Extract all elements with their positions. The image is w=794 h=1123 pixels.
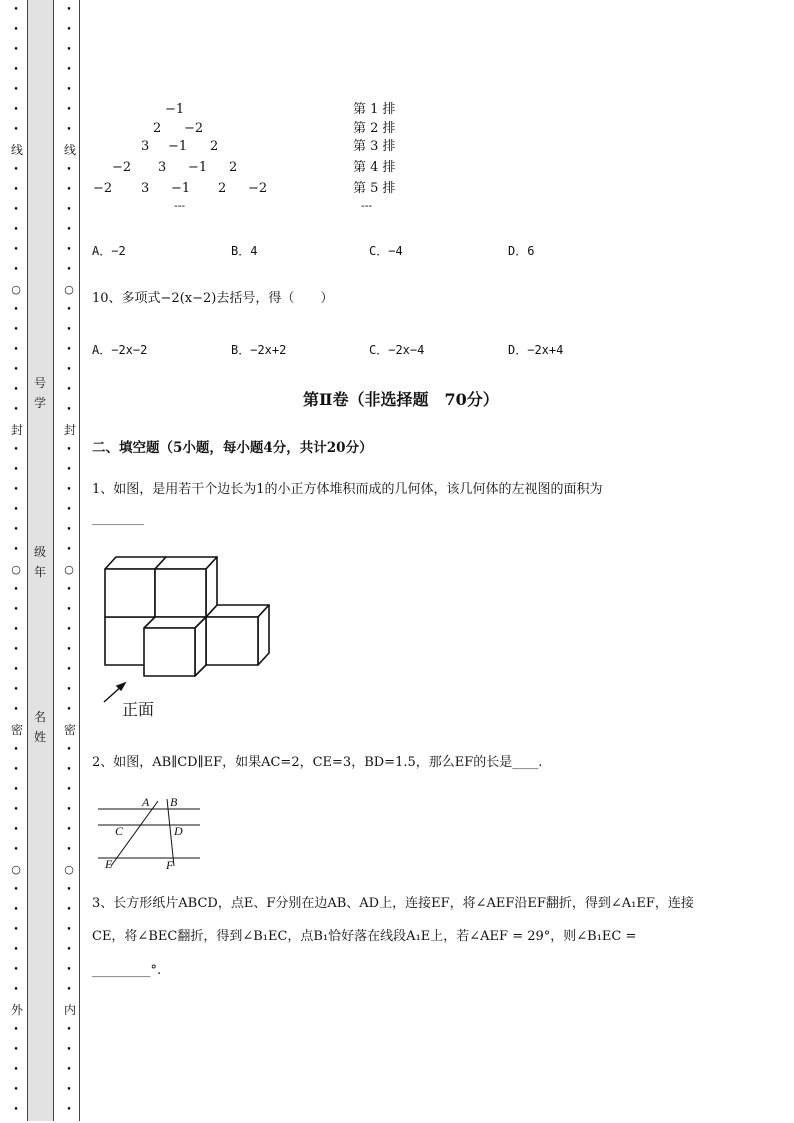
pyramid-cell: 3: [158, 160, 167, 175]
seal-dot: •: [66, 365, 72, 375]
pyramid-cell: −1: [188, 160, 208, 175]
seal-dot: •: [13, 185, 19, 195]
seal-dot: •: [13, 525, 19, 535]
field-label: 学: [33, 396, 46, 410]
seal-dot: •: [13, 445, 19, 455]
seal-dot: •: [13, 665, 19, 675]
seal-mark: 线: [11, 143, 24, 157]
seal-dot: •: [13, 45, 19, 55]
seal-dot: •: [13, 485, 19, 495]
seal-dot: •: [66, 245, 72, 255]
part2-title: 第Ⅱ卷（非选择题 70分）: [303, 390, 499, 409]
seal-dot: •: [13, 1065, 19, 1075]
seal-dot: •: [13, 905, 19, 915]
pyramid-cell: −2: [93, 181, 113, 196]
seal-circle: ○: [11, 563, 21, 576]
seal-dot: •: [13, 625, 19, 635]
q2-text: 2、如图，AB∥CD∥EF，如果AC=2，CE=3，BD=1.5，那么EF的长是____.: [92, 755, 543, 770]
pyramid-cell: 2: [229, 160, 238, 175]
seal-dot: •: [66, 45, 72, 55]
cube-stack-figure: [96, 552, 286, 722]
seal-dot: •: [66, 325, 72, 335]
seal-dot: •: [66, 505, 72, 515]
seal-dot: •: [66, 305, 72, 315]
q9-option-d[interactable]: D．6: [508, 244, 535, 258]
seal-dot: •: [66, 165, 72, 175]
q3-line1: 3、长方形纸片ABCD，点E、F分别在边AB、AD上，连接EF，将∠AEF沿EF翻折，得到∠A₁EF，连接: [92, 896, 694, 911]
seal-dot: •: [66, 485, 72, 495]
seal-dot: •: [13, 825, 19, 835]
seal-dot: •: [66, 265, 72, 275]
seal-dot: •: [66, 605, 72, 615]
row-label: 第 4 排: [353, 160, 396, 175]
point-label: D: [174, 824, 183, 838]
pyramid-cell: −2: [248, 181, 268, 196]
q10-prompt: 10、多项式−2(x−2)去括号，得（ ）: [92, 291, 334, 306]
seal-dot: •: [13, 685, 19, 695]
front-label: 正面: [122, 700, 155, 719]
seal-dot: •: [66, 785, 72, 795]
pyramid-cell: 2: [153, 121, 162, 136]
seal-circle: ○: [64, 283, 74, 296]
seal-dot: •: [13, 265, 19, 275]
pyramid-cell: 2: [210, 139, 219, 154]
seal-dot: •: [13, 105, 19, 115]
point-label: A: [142, 795, 150, 809]
seal-dot: •: [66, 745, 72, 755]
q9-option-a[interactable]: A．−2: [92, 244, 126, 258]
pyramid-cell: −2: [112, 160, 132, 175]
seal-dot: •: [66, 185, 72, 195]
seal-mark: 封: [11, 423, 24, 437]
seal-dot: •: [13, 945, 19, 955]
seal-dot: •: [66, 405, 72, 415]
seal-dot: •: [66, 925, 72, 935]
pyramid-cell: 3: [141, 181, 150, 196]
seal-dot: •: [66, 385, 72, 395]
seal-dot: •: [13, 1085, 19, 1095]
seal-mark: 密: [64, 723, 77, 737]
seal-dot: •: [13, 605, 19, 615]
pyramid-cell: 2: [218, 181, 227, 196]
point-label: E: [105, 857, 113, 871]
seal-dot: •: [13, 405, 19, 415]
point-label: C: [115, 824, 124, 838]
seal-dot: •: [66, 25, 72, 35]
binding-rule: [79, 0, 80, 1121]
seal-dot: •: [13, 705, 19, 715]
seal-dot: •: [66, 545, 72, 555]
seal-circle: ○: [64, 563, 74, 576]
q3-line2: CE，将∠BEC翻折，得到∠B₁EC，点B₁恰好落在线段A₁E上，若∠AEF = 29°，则∠B₁EC =: [92, 929, 637, 944]
seal-dot: •: [66, 525, 72, 535]
seal-dot: •: [13, 125, 19, 135]
seal-dot: •: [13, 25, 19, 35]
pyramid-cell: −1: [168, 139, 188, 154]
seal-circle: ○: [64, 863, 74, 876]
seal-dot: •: [13, 745, 19, 755]
seal-dot: •: [13, 85, 19, 95]
seal-circle: ○: [11, 863, 21, 876]
seal-dot: •: [13, 1025, 19, 1035]
seal-dot: •: [13, 465, 19, 475]
seal-mark: 内: [64, 1003, 77, 1017]
point-label: F: [166, 858, 174, 872]
point-label: B: [170, 795, 178, 809]
seal-dot: •: [13, 545, 19, 555]
seal-dot: •: [13, 385, 19, 395]
seal-dot: •: [66, 985, 72, 995]
parallel-lines-figure: [94, 792, 204, 874]
seal-mark: 线: [64, 143, 77, 157]
seal-dot: •: [13, 1045, 19, 1055]
seal-dot: •: [66, 65, 72, 75]
q9-option-b[interactable]: B．4: [231, 244, 258, 258]
seal-dot: •: [13, 645, 19, 655]
seal-dot: •: [13, 585, 19, 595]
seal-dot: •: [66, 1045, 72, 1055]
seal-dot: •: [13, 1105, 19, 1115]
seal-mark: 外: [11, 1003, 24, 1017]
seal-dot: •: [13, 805, 19, 815]
seal-dot: •: [66, 1025, 72, 1035]
q10-option-b[interactable]: B．−2x+2: [231, 343, 287, 357]
seal-mark: 封: [64, 423, 77, 437]
seal-dot: •: [13, 885, 19, 895]
seal-dot: •: [13, 965, 19, 975]
q10-option-a[interactable]: A．−2x−2: [92, 343, 148, 357]
seal-dot: •: [13, 845, 19, 855]
seal-dot: •: [13, 65, 19, 75]
seal-dot: •: [66, 105, 72, 115]
seal-dot: •: [66, 1085, 72, 1095]
seal-dot: •: [13, 225, 19, 235]
field-label: 姓: [33, 730, 46, 744]
outer-seal-column: [11, 0, 24, 1120]
pyramid-cell: 3: [141, 139, 150, 154]
field-label: 级: [33, 545, 46, 559]
pyramid-cell: −1: [165, 102, 185, 117]
section-title: 二、填空题（5小题，每小题4分，共计20分）: [92, 440, 373, 456]
seal-dot: •: [66, 685, 72, 695]
pyramid-cell: −1: [171, 181, 191, 196]
seal-dot: •: [66, 445, 72, 455]
seal-dot: •: [13, 245, 19, 255]
seal-dot: •: [66, 705, 72, 715]
inner-seal-column: [64, 0, 77, 1120]
seal-dot: •: [66, 845, 72, 855]
seal-dot: •: [66, 585, 72, 595]
seal-circle: ○: [11, 283, 21, 296]
seal-dot: •: [13, 365, 19, 375]
seal-dot: •: [66, 85, 72, 95]
seal-dot: •: [66, 885, 72, 895]
seal-dot: •: [13, 765, 19, 775]
row-label: 第 5 排: [353, 181, 396, 196]
seal-dot: •: [66, 645, 72, 655]
seal-dot: •: [66, 945, 72, 955]
seal-dot: •: [13, 325, 19, 335]
seal-dot: •: [66, 345, 72, 355]
seal-dot: •: [13, 985, 19, 995]
seal-dot: •: [13, 785, 19, 795]
field-label: 名: [33, 710, 46, 724]
seal-dot: •: [13, 165, 19, 175]
pyramid-ellipsis: ---: [174, 199, 186, 212]
seal-dot: •: [13, 305, 19, 315]
seal-dot: •: [66, 805, 72, 815]
seal-dot: •: [13, 5, 19, 15]
q9-option-c[interactable]: C．−4: [369, 244, 403, 258]
seal-dot: •: [66, 1065, 72, 1075]
seal-dot: •: [66, 765, 72, 775]
seal-dot: •: [66, 965, 72, 975]
seal-dot: •: [13, 925, 19, 935]
field-label: 年: [33, 565, 46, 579]
seal-dot: •: [13, 345, 19, 355]
row-label: 第 2 排: [353, 121, 396, 136]
seal-mark: 密: [11, 723, 24, 737]
q1-blank[interactable]: ________: [92, 511, 144, 526]
row-label: 第 3 排: [353, 139, 396, 154]
q3-line3[interactable]: _________°.: [92, 963, 162, 978]
q10-option-c[interactable]: C．−2x−4: [369, 343, 425, 357]
seal-dot: •: [66, 205, 72, 215]
row-label-ellipsis: ---: [361, 199, 373, 212]
row-label: 第 1 排: [353, 102, 396, 117]
pyramid-cell: −2: [184, 121, 204, 136]
field-label: 号: [33, 376, 46, 390]
seal-dot: •: [66, 125, 72, 135]
seal-dot: •: [66, 465, 72, 475]
seal-dot: •: [66, 825, 72, 835]
seal-dot: •: [66, 625, 72, 635]
seal-dot: •: [66, 665, 72, 675]
q10-option-d[interactable]: D．−2x+4: [508, 343, 564, 357]
seal-dot: •: [13, 505, 19, 515]
seal-dot: •: [66, 905, 72, 915]
seal-dot: •: [66, 1105, 72, 1115]
seal-dot: •: [13, 205, 19, 215]
seal-dot: •: [66, 225, 72, 235]
seal-dot: •: [66, 5, 72, 15]
q1-text: 1、如图，是用若干个边长为1的小正方体堆积而成的几何体，该几何体的左视图的面积为: [92, 482, 603, 497]
